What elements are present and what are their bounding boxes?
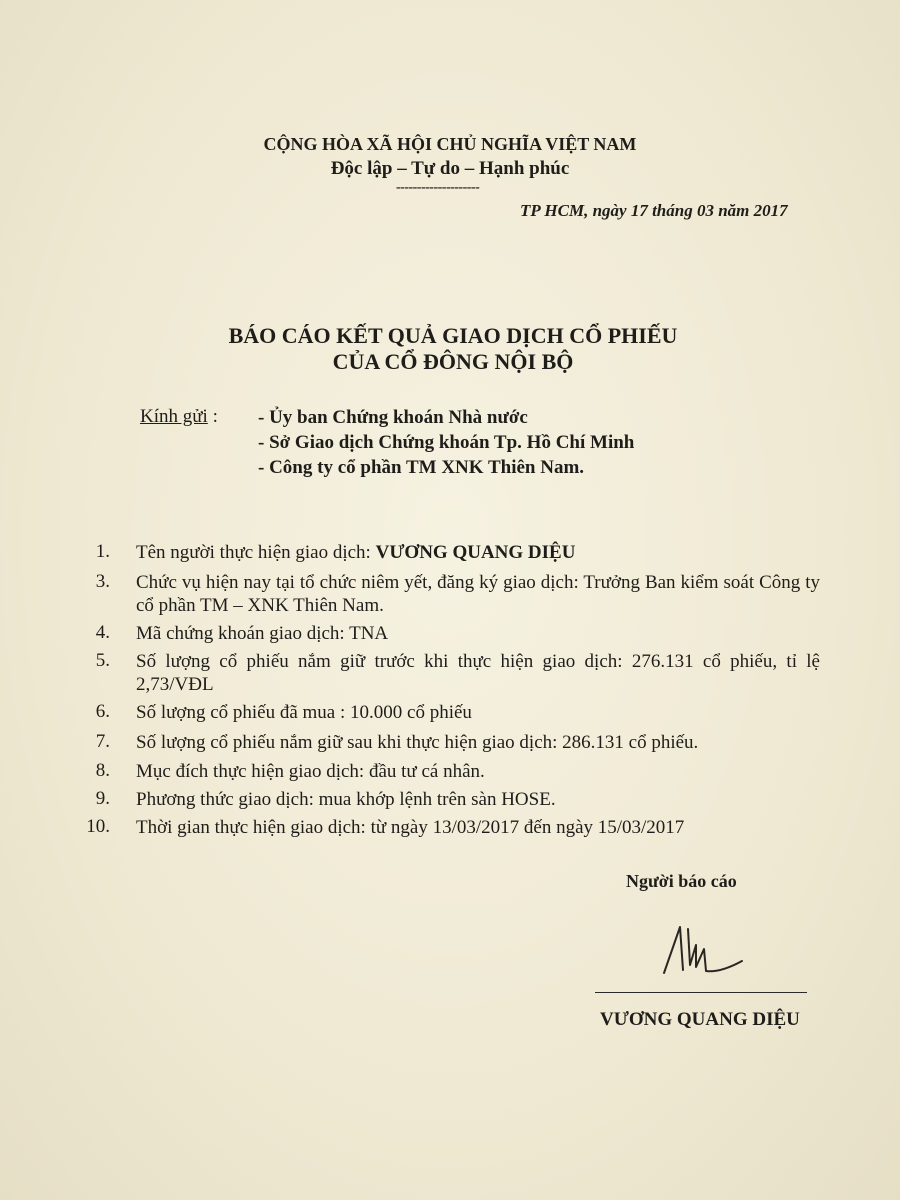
list-item-number: 7.	[95, 731, 110, 752]
recipients-colon: :	[207, 406, 218, 427]
list-item-number: 1.	[95, 541, 110, 562]
signature-line	[595, 992, 807, 993]
list-item-number: 5.	[95, 650, 110, 671]
handwritten-signature	[650, 915, 770, 985]
recipient-item: - Ủy ban Chứng khoán Nhà nước	[258, 407, 528, 428]
list-item: Số lượng cổ phiếu nắm giữ trước khi thực hiện giao dịch: 276.131 cổ phiếu, tỉ lệ 2,73/VĐL	[136, 651, 820, 695]
list-item: Mã chứng khoán giao dịch: TNA	[136, 623, 389, 644]
trader-name: VƯƠNG QUANG DIỆU	[375, 542, 576, 563]
list-item-number: 10.	[86, 816, 110, 837]
list-item-number: 9.	[95, 788, 110, 809]
list-item	[136, 541, 820, 564]
recipient-item: - Công ty cổ phần TM XNK Thiên Nam.	[258, 457, 585, 478]
report-title-line2: CỦA CỔ ĐÔNG NỘI BỘ	[332, 349, 574, 374]
recipients-label-text: Kính gửi	[140, 406, 208, 427]
signature-label: Người báo cáo	[626, 871, 737, 891]
list-item-number: 8.	[95, 760, 110, 781]
list-item-number: 6.	[95, 701, 110, 722]
report-title-line1: BÁO CÁO KẾT QUẢ GIAO DỊCH CỔ PHIẾU	[228, 323, 678, 348]
list-item: Mục đích thực hiện giao dịch: đầu tư cá nhân.	[136, 761, 485, 782]
list-item-number: 4.	[95, 622, 110, 643]
recipients-label	[140, 406, 218, 428]
header-divider: --------------------	[396, 180, 480, 195]
motto: Độc lập – Tự do – Hạnh phúc	[330, 158, 570, 179]
list-item-label: Tên người thực hiện giao dịch:	[136, 542, 376, 563]
list-item-number: 3.	[95, 571, 110, 592]
list-item: Phương thức giao dịch: mua khớp lệnh trên sàn HOSE.	[136, 789, 556, 810]
list-item: Số lượng cổ phiếu đã mua : 10.000 cổ phiếu	[136, 702, 472, 723]
list-item: Số lượng cổ phiếu nắm giữ sau khi thực hiện giao dịch: 286.131 cổ phiếu.	[136, 732, 699, 753]
date-line: TP HCM, ngày 17 tháng 03 năm 2017	[520, 201, 788, 220]
signer-name: VƯƠNG QUANG DIỆU	[600, 1009, 800, 1030]
list-item: Thời gian thực hiện giao dịch: từ ngày 13/03/2017 đến ngày 15/03/2017	[136, 817, 685, 838]
country-header: CỘNG HÒA XÃ HỘI CHỦ NGHĨA VIỆT NAM	[263, 134, 637, 154]
list-item: Chức vụ hiện nay tại tổ chức niêm yết, đăng ký giao dịch: Trưởng Ban kiểm soát Công ty cổ phần TM – XNK Thiên Nam.	[136, 572, 820, 616]
recipient-item: - Sở Giao dịch Chứng khoán Tp. Hồ Chí Minh	[258, 432, 635, 453]
